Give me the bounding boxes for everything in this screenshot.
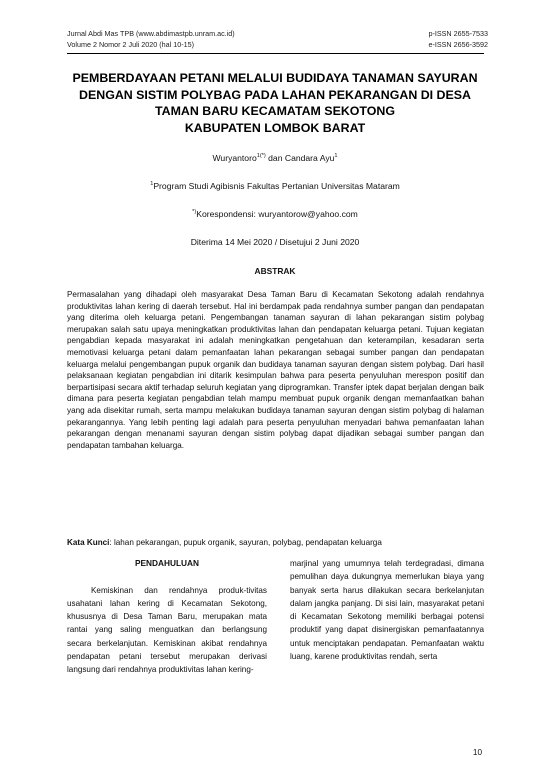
keywords-label: Kata Kunci — [67, 538, 110, 547]
title-line: PEMBERDAYAAN PETANI MELALUI BUDIDAYA TANAMAN SAYURAN — [72, 71, 478, 85]
author-name: Wuryantoro — [212, 153, 257, 163]
abstract-heading: ABSTRAK — [254, 266, 296, 276]
author-line — [60, 153, 490, 163]
affiliation-text: Program Studi Agibisnis Fakultas Pertanian Universitas Mataram — [153, 181, 400, 191]
title-line: KABUPATEN LOMBOK BARAT — [184, 120, 366, 135]
right-column — [290, 557, 484, 663]
left-column — [67, 557, 267, 676]
co-author-superscript: 1 — [334, 153, 338, 159]
affiliation-superscript: 1 — [150, 181, 154, 187]
paper-title — [60, 70, 490, 136]
header-divider — [67, 53, 484, 54]
author-superscript: 1(*) — [256, 153, 266, 159]
co-author-name: dan Candara Ayu — [265, 153, 335, 163]
correspondence-text: Korespondensi: wuryantorow@yahoo.com — [196, 209, 358, 219]
correspondence-line — [60, 209, 490, 219]
header-right — [428, 29, 488, 50]
received-accepted-dates: Diterima 14 Mei 2020 / Disetujui 2 Juni 2020 — [190, 237, 360, 247]
intro-paragraph: Kemiskinan dan rendahnya produk-tivitas usahatani lahan kering di Kecamatan Sekotong, khususnya di Desa Taman Baru, merupakan mata rantai yang saling menguatkan dan berlangsung secara berkelanjutan. Kemiskinan akibat rendahnya pendapatan petani tersebut merupakan derivasi langsung dari rendahnya produktivitas lahan kering- — [67, 585, 267, 674]
title-line: TAMAN BARU KECAMATAM SEKOTONG — [155, 104, 395, 118]
p-issn: p-ISSN 2655-7533 — [428, 29, 488, 38]
intro-paragraph-continued: marjinal yang umumnya telah terdegradasi, dimana pemulihan daya dukungnya memerlukan biaya yang banyak serta harus dilakukan secara berkelanjutan dalam jangka panjang. Di sisi lain, masyarakat petani di Kecamatan Sekotong memiliki berbagai potensi produktif yang dapat disinergiskan pemanfaatannya untuk menciptakan pendapatan. Pemanfaatan waktu luang, karene produktivitas rendah, serta — [290, 559, 484, 661]
section-heading: PENDAHULUAN — [134, 558, 200, 568]
e-issn: e-ISSN 2656-3592 — [428, 39, 488, 49]
abstract-body: Permasalahan yang dihadapi oleh masyarakat Desa Taman Baru di Kecamatan Sekotong adalah rendahnya produktivitas lahan kering di daerah tersebut. Hal ini berdampak pada rendahnya sumber pangan dan pendapatan yang diterima oleh keluarga petani. Pengembangan tanaman sayuran di lahan pekarangan sistim polybag merupakan salah satu upaya meningkatkan produktivitas lahan dan pendapatan keluarga petani. Tujuan kegiatan pengabdian kepada masyarakat ini adalah meningkatkan pengetahuan dan keterampilan, kesadaran serta memotivasi keluarga petani dalam pemanfaatan lahan pekarangan sebagai sumber pangan dan pendapatan keluarga melalui pengembangan pupuk organik dan budidaya tanaman sayuran dengan sistem polybag. Dari hasil pelaksanaan kegiatan pengabdian ini ditarik kesimpulan bahwa para peserta penyuluhan merespon positif dan berpartisipasi secara aktif terhadap seluruh kegiatan yang diprogramkan. Transfer iptek dapat berjalan dengan baik dimana para peserta kegiatan pengabdian telah mampu membuat pupuk organik dengan memanfaatkan bahan yang ada disekitar rumah, serta mampu melakukan budidaya tanaman sayuran dengan sistim polybag di halaman pekarangannya. Yang lebih penting lagi adalah para peserta penyuluhan menyadari bahwa pemanfaatan lahan pekarangan dengan menanami sayuran dengan sistim polybag dapat dijadikan sebagai sumber pangan dan pendapatan tambahan keluarga. — [67, 290, 484, 450]
affiliation-line — [60, 181, 490, 191]
keywords-text: : lahan pekarangan, pupuk organik, sayuran, polybag, pendapatan keluarga — [109, 538, 382, 547]
title-line: DENGAN SISTIM POLYBAG PADA LAHAN PEKARANGAN DI DESA — [79, 87, 471, 102]
correspondence-superscript: *) — [192, 209, 197, 215]
journal-name: Jurnal Abdi Mas TPB (www.abdimastpb.unram.ac.id) — [67, 29, 235, 38]
keywords-line — [67, 537, 484, 549]
volume-info: Volume 2 Nomor 2 Juli 2020 (hal 10-15) — [67, 39, 195, 49]
header-left — [67, 29, 235, 50]
page-number: 10 — [472, 748, 482, 757]
